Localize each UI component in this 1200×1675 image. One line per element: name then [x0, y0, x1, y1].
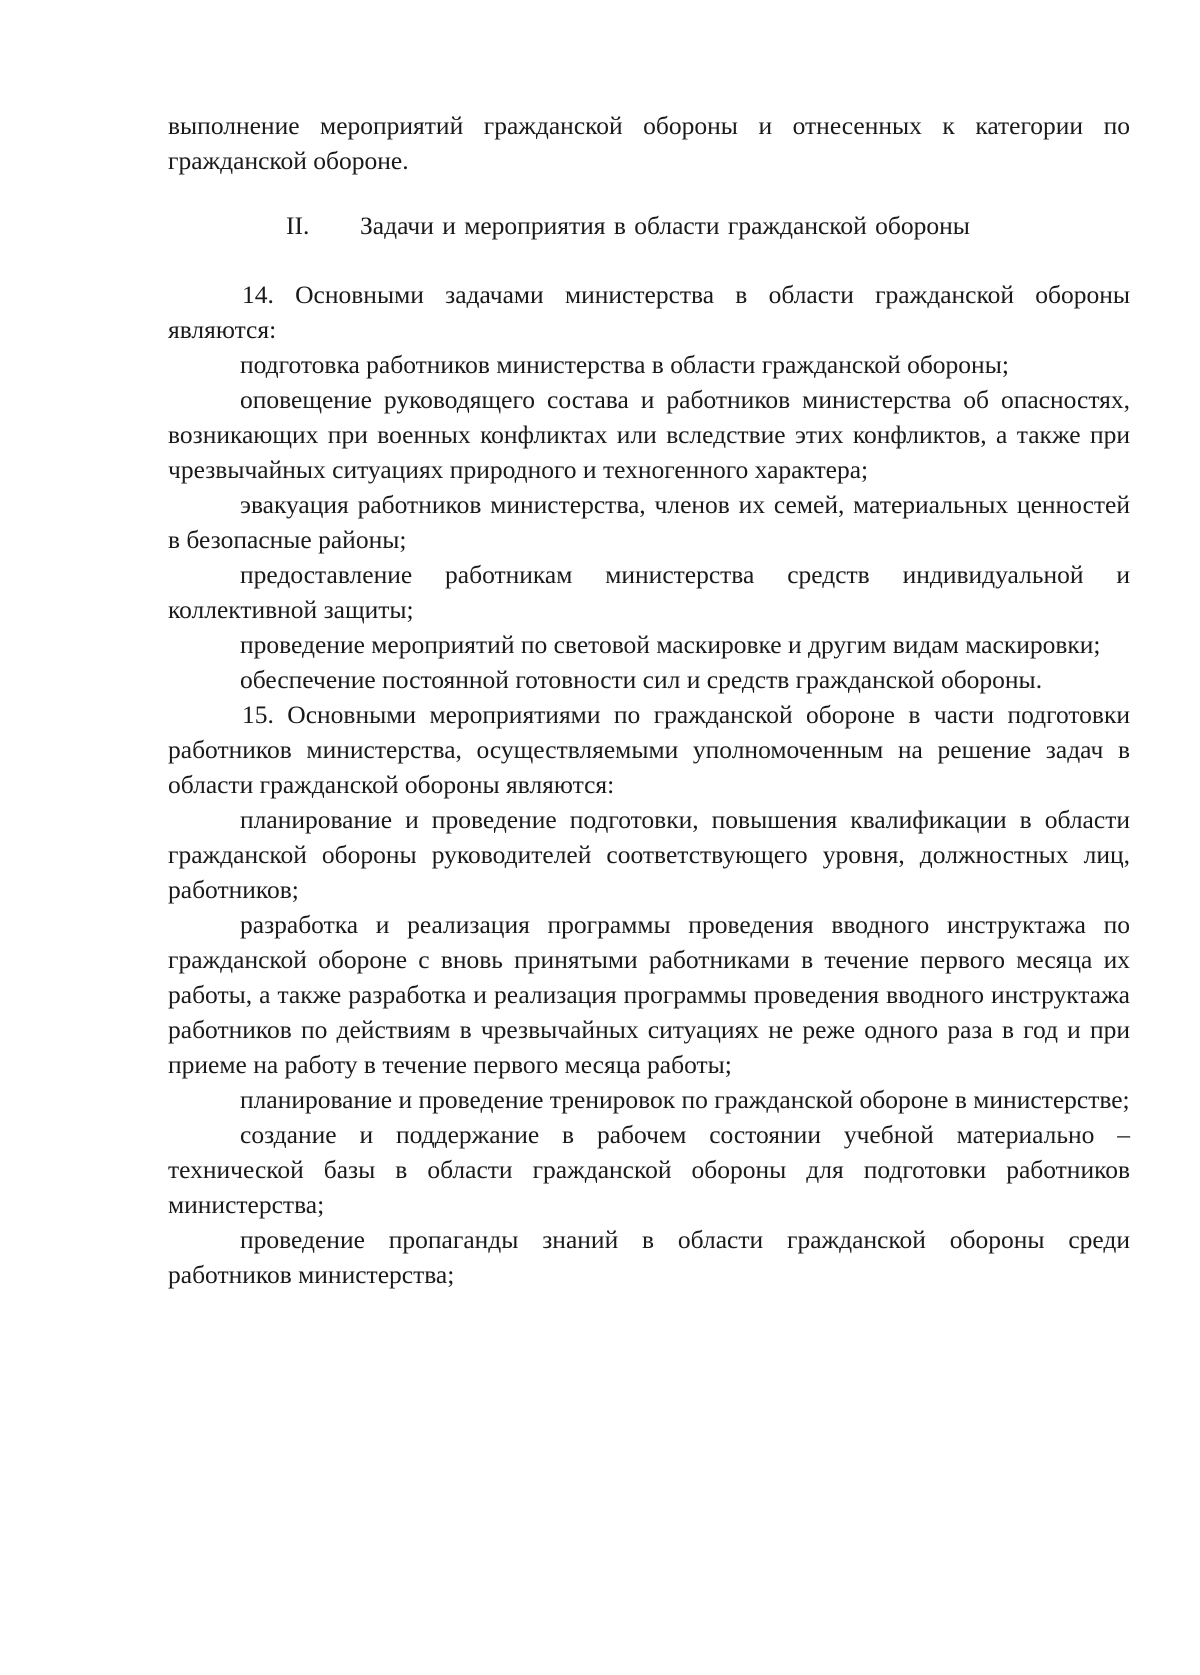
- intro-paragraph: выполнение мероприятий гражданской обороны и отнесенных к категории по гражданской обороне.: [168, 111, 1130, 175]
- list-item: оповещение руководящего состава и работников министерства об опасностях, возникающих при военных конфликтах или вследствие этих конфликтов, а также при чрезвычайных ситуациях природного и техногенного характера;: [168, 385, 1130, 484]
- list-item: проведение пропаганды знаний в области гражданской обороны среди работников министерства;: [168, 1225, 1130, 1289]
- document-body: [168, 108, 1130, 1292]
- section-number: II.: [286, 211, 310, 240]
- list-item: планирование и проведение тренировок по гражданской обороне в министерстве;: [240, 1085, 1130, 1114]
- list-item: обеспечение постоянной готовности сил и средств гражданской обороны.: [240, 665, 1043, 694]
- list-item: предоставление работникам министерства средств индивидуальной и коллективной защиты;: [168, 560, 1130, 624]
- paragraph-15: 15. Основными мероприятиями по гражданской обороне в части подготовки работников министерства, осуществляемыми уполномоченным на решение задач в области гражданской обороны являются:: [168, 700, 1130, 799]
- list-item: создание и поддержание в рабочем состоянии учебной материально – технической базы в области гражданской обороны для подготовки работников министерства;: [168, 1120, 1130, 1219]
- list-item: проведение мероприятий по световой маскировке и другим видам маскировки;: [240, 630, 1101, 659]
- section-heading: [168, 208, 1130, 243]
- list-item: планирование и проведение подготовки, повышения квалификации в области гражданской обороны руководителей соответствующего уровня, должностных лиц, работников;: [168, 805, 1130, 904]
- list-item: разработка и реализация программы проведения вводного инструктажа по гражданской обороне с вновь принятыми работниками в течение первого месяца их работы, а также разработка и реализация программы проведения вводного инструктажа работников по действиям в чрезвычайных ситуациях не реже одного раза в год и при приеме на работу в течение первого месяца работы;: [168, 910, 1130, 1079]
- list-item: подготовка работников министерства в области гражданской обороны;: [240, 350, 1009, 379]
- section-title: Задачи и мероприятия в области гражданской обороны: [360, 211, 970, 240]
- list-item: эвакуация работников министерства, членов их семей, материальных ценностей в безопасные районы;: [168, 490, 1130, 554]
- paragraph-14: 14. Основными задачами министерства в области гражданской обороны являются:: [168, 280, 1130, 344]
